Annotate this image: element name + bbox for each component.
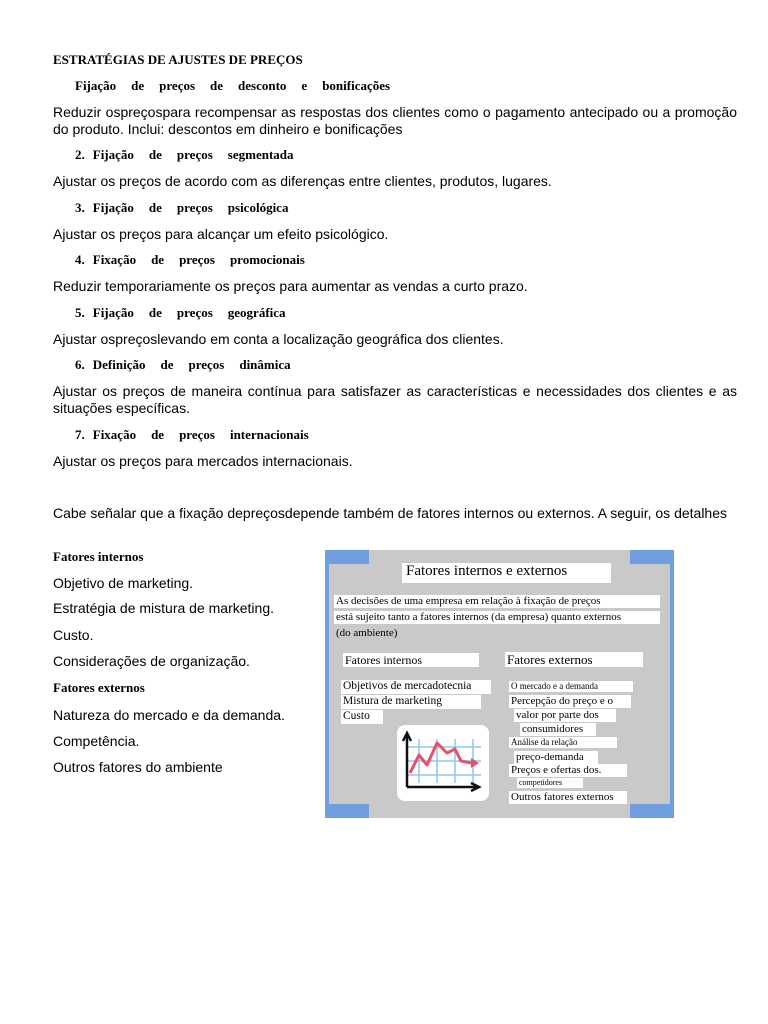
section-body-3: Ajustar os preços para alcançar um efeito psicológico. <box>53 226 389 242</box>
heading-word: psicológica <box>227 200 289 215</box>
slide-internal-item: Mistura de marketing <box>341 695 481 709</box>
section-body-5: Ajustar ospreçoslevando em conta a localização geográfica dos clientes. <box>53 331 504 347</box>
slide-external-line: Preços e ofertas dos. <box>509 764 627 777</box>
factors-intro: Cabe señalar que a fixação depreçosdepende também de fatores internos ou externos. A seguir, os detalhes <box>53 505 727 521</box>
heading-word: preços <box>176 305 213 320</box>
internal-factor-item: Custo. <box>53 627 94 643</box>
slide-description-line: está sujeito tanto a fatores internos (da empresa) quanto externos <box>334 611 660 624</box>
section-heading-3 <box>75 200 288 216</box>
heading-word: Definição <box>92 357 146 372</box>
external-factor-item: Natureza do mercado e da demanda. <box>53 707 285 723</box>
heading-word: desconto <box>238 78 287 93</box>
slide-external-line: Análise da relação <box>509 737 617 748</box>
internal-factor-item: Estratégia de mistura de marketing. <box>53 600 274 616</box>
section-heading-6 <box>75 357 291 373</box>
section-heading-5 <box>75 305 286 321</box>
heading-word: Fijação <box>92 147 134 162</box>
trend-chart-icon <box>397 725 489 801</box>
slide-external-heading: Fatores externos <box>505 652 643 667</box>
trend-arrowhead <box>471 758 479 768</box>
slide-title: Fatores internos e externos <box>402 563 611 583</box>
slide-external-line: valor por parte dos <box>514 709 616 722</box>
external-factor-item: Outros fatores do ambiente <box>53 759 223 775</box>
heading-number: 4. <box>75 252 85 267</box>
heading-word: preços <box>176 200 213 215</box>
external-factors-heading: Fatores externos <box>53 680 145 695</box>
section-body-2: Ajustar os preços de acordo com as diferenças entre clientes, produtos, lugares. <box>53 173 552 189</box>
slide-external-line: Outros fatores externos <box>509 791 627 804</box>
slide-description-line: As decisões de uma empresa em relação à fixação de preços <box>334 595 660 608</box>
heading-word: de <box>210 78 224 93</box>
slide-edge <box>325 550 329 818</box>
slide-description-line: (do ambiente) <box>336 627 398 639</box>
heading-word: bonificações <box>322 78 391 93</box>
heading-word: de <box>148 305 162 320</box>
section-heading-1 <box>75 78 390 94</box>
heading-word: preços <box>159 78 196 93</box>
heading-word: Fixação <box>92 252 137 267</box>
section-heading-2 <box>75 147 294 163</box>
factors-slide-image <box>325 550 674 818</box>
heading-word: de <box>148 200 162 215</box>
heading-word: de <box>151 252 165 267</box>
slide-external-line: preço-demanda <box>514 751 598 764</box>
section-body-6: Ajustar os preços de maneira contínua para satisfazer as características e necessidades dos clientes e as situações específicas. <box>53 383 737 416</box>
heading-word: preços <box>179 427 215 442</box>
section-heading-4 <box>75 252 305 268</box>
section-body-1: Reduzir ospreçospara recompensar as respostas dos clientes como o pagamento antecipado ou a promoção do produto. Inclui: descontos em dinheiro e bonificações <box>53 104 737 137</box>
heading-word: Fijação <box>92 200 134 215</box>
heading-word: dinâmica <box>239 357 291 372</box>
slide-edge <box>670 550 674 818</box>
internal-factor-item: Considerações de organização. <box>53 653 250 669</box>
heading-word: de <box>131 78 145 93</box>
section-body-4: Reduzir temporariamente os preços para aumentar as vendas a curto prazo. <box>53 278 528 294</box>
slide-internal-heading: Fatores internos <box>343 653 479 667</box>
heading-word: preços <box>188 357 225 372</box>
heading-number: 2. <box>75 147 85 162</box>
slide-internal-item: Custo <box>341 710 383 724</box>
heading-word: preços <box>179 252 215 267</box>
chart-grid <box>407 739 481 783</box>
heading-word: de <box>160 357 174 372</box>
slide-internal-item: Objetivos de mercadotecnia <box>341 680 491 694</box>
heading-word: Fixação <box>92 427 137 442</box>
section-heading-7 <box>75 427 309 443</box>
heading-word: segmentada <box>227 147 294 162</box>
heading-word: e <box>301 78 308 93</box>
heading-word: Fijação <box>75 78 117 93</box>
slide-external-line: O mercado e a demanda <box>509 681 633 692</box>
heading-word: de <box>148 147 162 162</box>
heading-word: geográfica <box>227 305 286 320</box>
heading-word: preços <box>176 147 213 162</box>
heading-number: 5. <box>75 305 85 320</box>
heading-number: 7. <box>75 427 85 442</box>
internal-factors-heading: Fatores internos <box>53 549 144 564</box>
slide-corner-decoration <box>630 804 674 818</box>
chart-clipart <box>397 725 489 801</box>
slide-corner-decoration <box>630 550 674 564</box>
external-factor-item: Competência. <box>53 733 140 749</box>
heading-number: 6. <box>75 357 85 372</box>
heading-word: promocionais <box>229 252 305 267</box>
slide-corner-decoration <box>325 804 369 818</box>
heading-word: de <box>151 427 165 442</box>
heading-word: internacionais <box>229 427 309 442</box>
internal-factor-item: Objetivo de marketing. <box>53 575 194 591</box>
heading-word: Fijação <box>92 305 134 320</box>
slide-corner-decoration <box>325 550 369 564</box>
document-title: ESTRATÉGIAS DE AJUSTES DE PREÇOS <box>53 52 303 67</box>
heading-number: 3. <box>75 200 85 215</box>
slide-external-line: competidores <box>517 778 583 788</box>
section-body-7: Ajustar os preços para mercados internacionais. <box>53 453 353 469</box>
slide-external-line: Percepção do preço e o <box>509 695 631 708</box>
slide-external-line: consumidores <box>520 723 596 736</box>
